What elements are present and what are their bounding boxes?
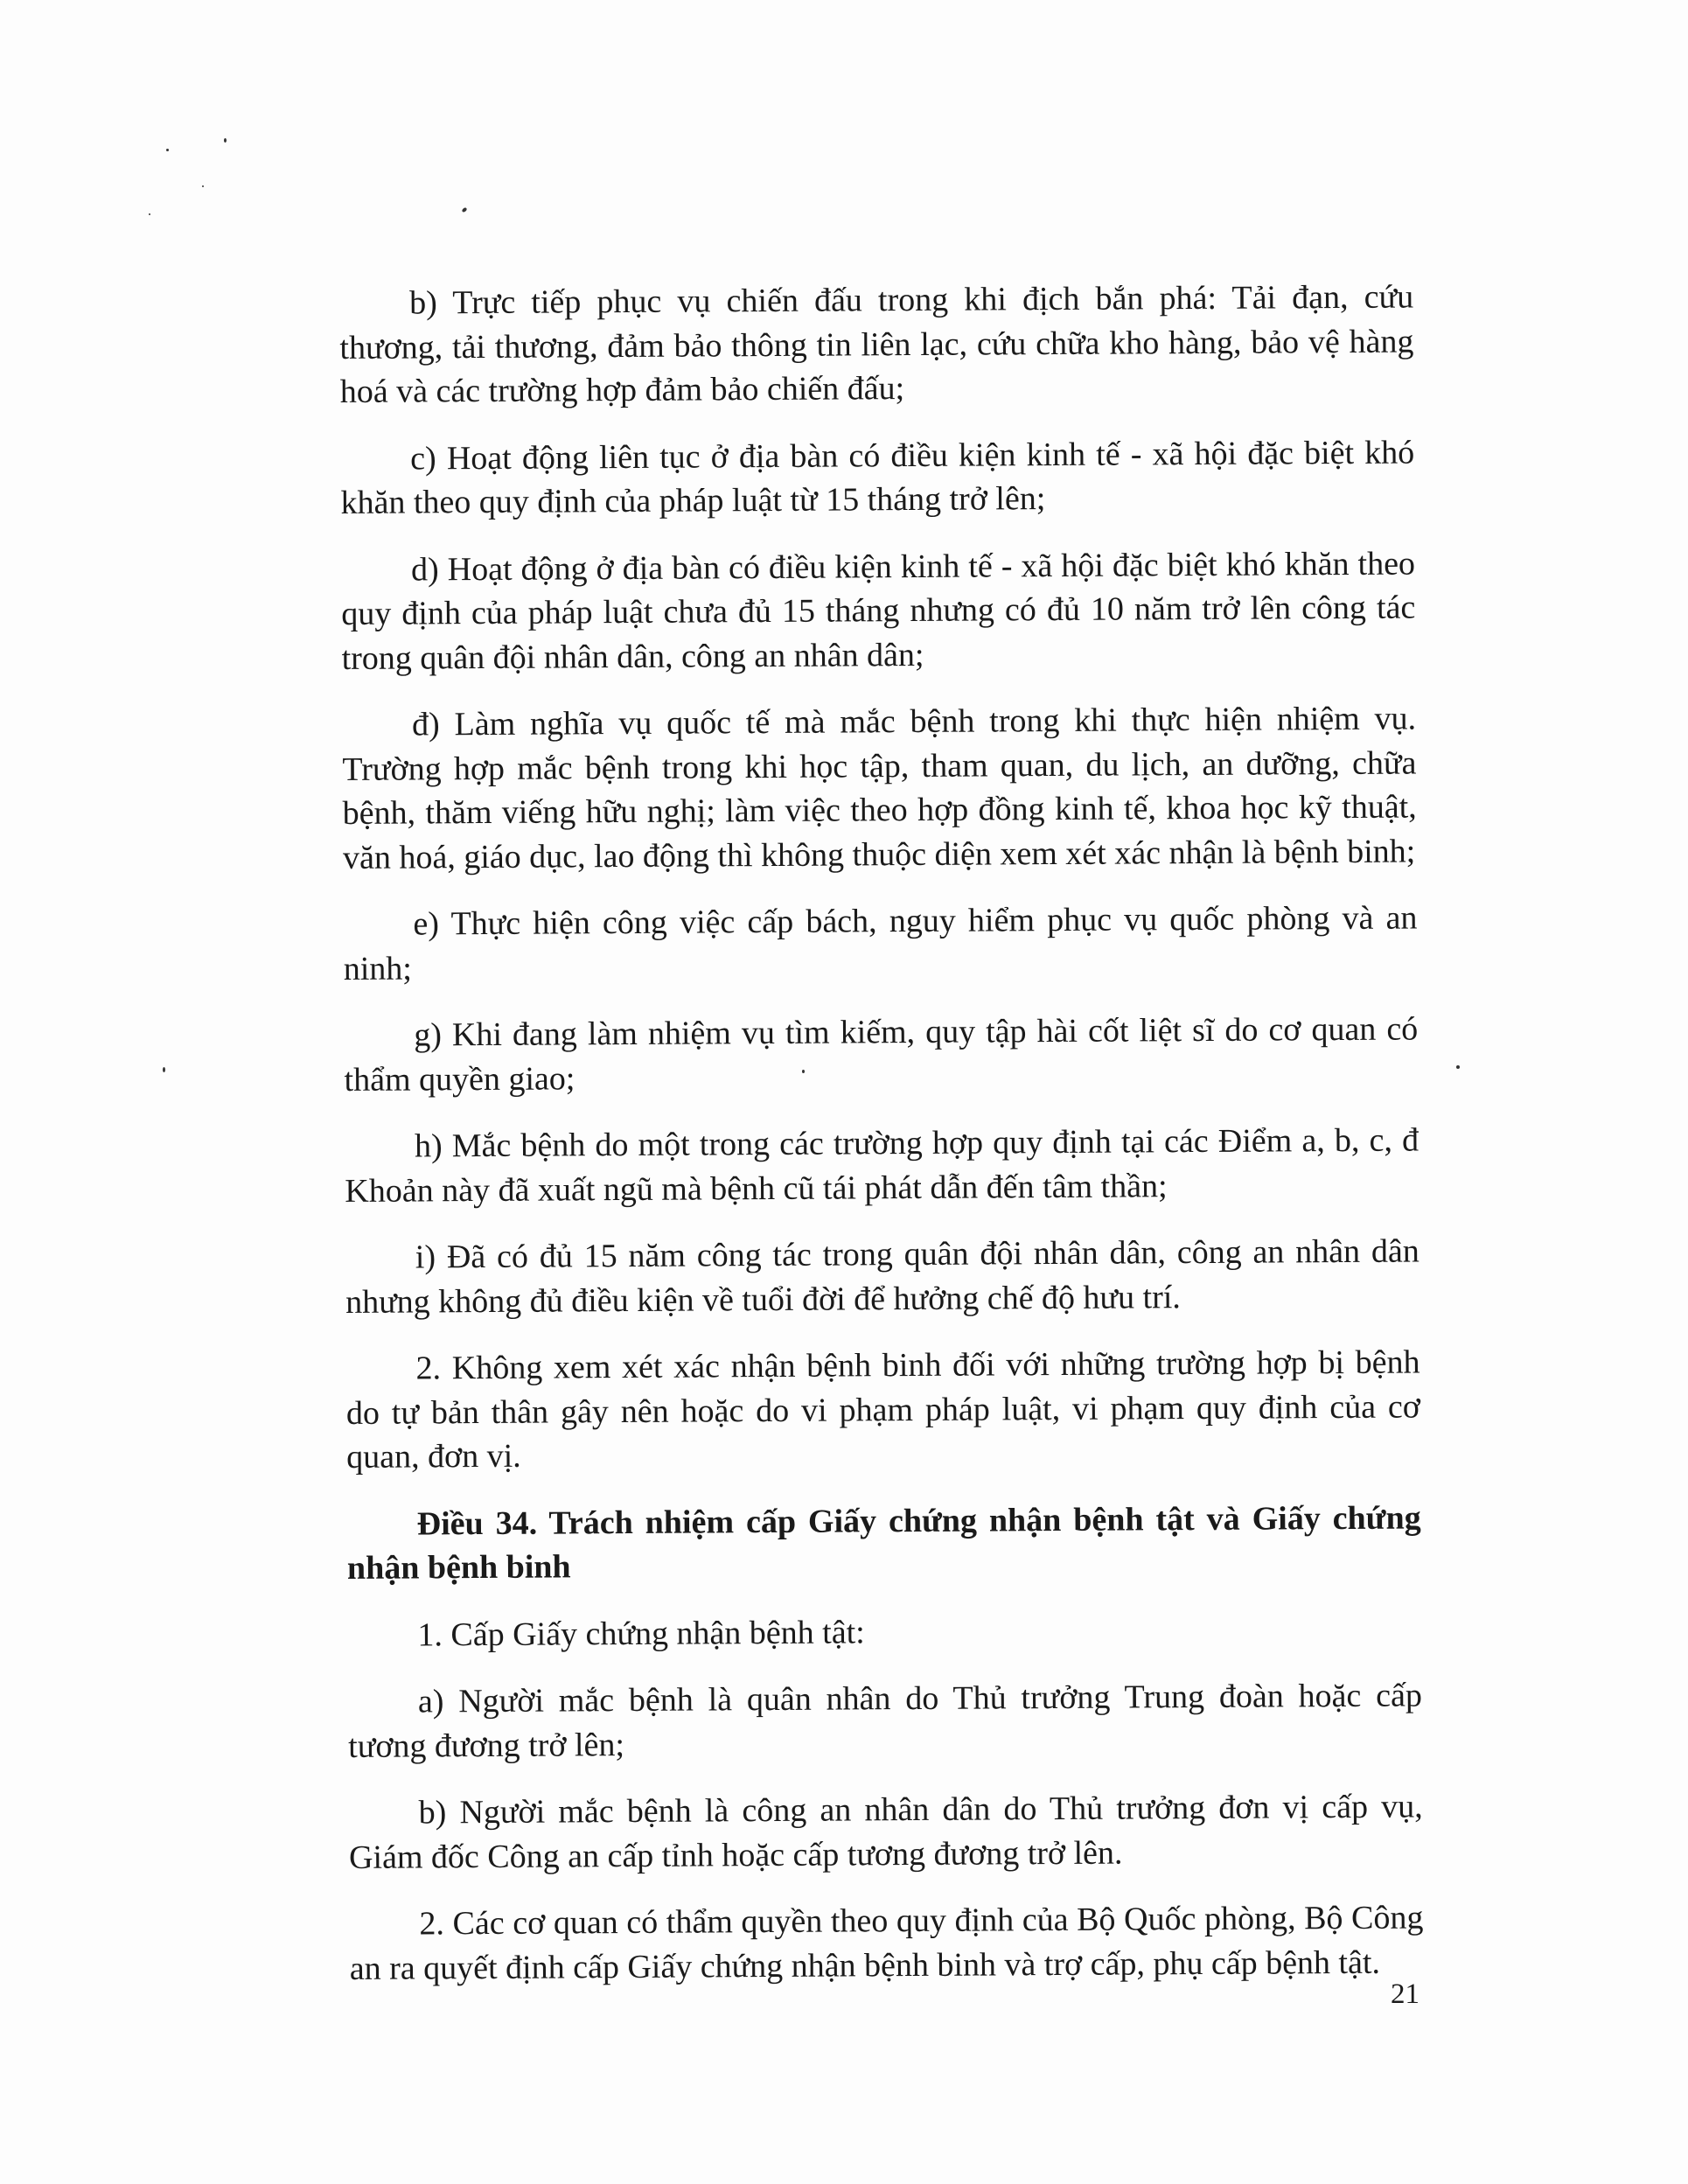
paragraph-d: d) Hoạt động ở địa bàn có điều kiện kinh tế - xã hội đặc biệt khó khăn theo quy định của pháp luật chưa đủ 15 tháng nhưng có đủ 10 năm trở lên công tác trong quân đội nhân dân, công an nhân dân;: [341, 544, 1416, 677]
scan-speck: [461, 207, 467, 213]
scan-speck: [224, 138, 227, 143]
scan-speck: [163, 1067, 165, 1072]
scan-speck: [1456, 1065, 1460, 1069]
paragraph-e: e) Thực hiện công việc cấp bách, nguy hiểm phục vụ quốc phòng và an ninh;: [343, 899, 1418, 987]
article-heading: Điều 34. Trách nhiệm cấp Giấy chứng nhận bệnh tật và Giấy chứng nhận bệnh binh: [346, 1498, 1421, 1587]
paragraph-i: i) Đã có đủ 15 năm công tác trong quân đội nhân dân, công an nhân dân nhưng không đủ điều kiện về tuổi đời để hưởng chế độ hưu trí.: [345, 1232, 1419, 1321]
paragraph-dd: đ) Làm nghĩa vụ quốc tế mà mắc bệnh trong khi thực hiện nhiệm vụ. Trường hợp mắc bệnh trong khi học tập, tham quan, du lịch, an dưỡng, chữa bệnh, thăm viếng hữu nghị; làm việc theo hợp đồng kinh tế, khoa học kỹ thuật, văn hoá, giáo dục, lao động thì không thuộc diện xem xét xác nhận là bệnh binh;: [342, 700, 1417, 876]
paragraph-clause-1: 1. Cấp Giấy chứng nhận bệnh tật:: [417, 1613, 865, 1653]
paragraph-1b: b) Người mắc bệnh là công an nhân dân do Thủ trưởng đơn vị cấp vụ, Giám đốc Công an cấp tỉnh hoặc cấp tương đương trở lên.: [348, 1788, 1423, 1876]
page-number: 21: [1391, 1978, 1419, 2010]
paragraph-g: g) Khi đang làm nhiệm vụ tìm kiếm, quy tập hài cốt liệt sĩ do cơ quan có thẩm quyền giao;: [344, 1010, 1419, 1099]
paragraph-b: b) Trực tiếp phục vụ chiến đấu trong khi địch bắn phá: Tải đạn, cứu thương, tải thương, đảm bảo thông tin liên lạc, cứu chữa kho hàng, bảo vệ hàng hoá và các trường hợp đảm bảo chiến đấu;: [339, 278, 1414, 410]
scan-speck: [149, 213, 150, 215]
paragraph-c: c) Hoạt động liên tục ở địa bàn có điều kiện kinh tế - xã hội đặc biệt khó khăn theo quy định của pháp luật từ 15 tháng trở lên;: [340, 433, 1415, 521]
paragraph-h: h) Mắc bệnh do một trong các trường hợp quy định tại các Điểm a, b, c, đ Khoản này đã xuất ngũ mà bệnh cũ tái phát dẫn đến tâm thần;: [345, 1121, 1419, 1210]
paragraph-1a: a) Người mắc bệnh là quân nhân do Thủ trưởng Trung đoàn hoặc cấp tương đương trở lên;: [348, 1677, 1423, 1765]
paragraph-clause-2: 2. Không xem xét xác nhận bệnh binh đối với những trường hợp bị bệnh do tự bản thân gây nên hoặc do vi phạm pháp luật, vi phạm quy định của cơ quan, đơn vị.: [345, 1343, 1421, 1476]
paragraph-clause-2-authority: 2. Các cơ quan có thẩm quyền theo quy định của Bộ Quốc phòng, Bộ Công an ra quyết định cấp Giấy chứng nhận bệnh binh và trợ cấp, phụ cấp bệnh tật.: [349, 1899, 1424, 1987]
scan-speck: [166, 149, 169, 151]
scan-speck: [202, 185, 204, 187]
document-body: [339, 275, 1424, 2013]
